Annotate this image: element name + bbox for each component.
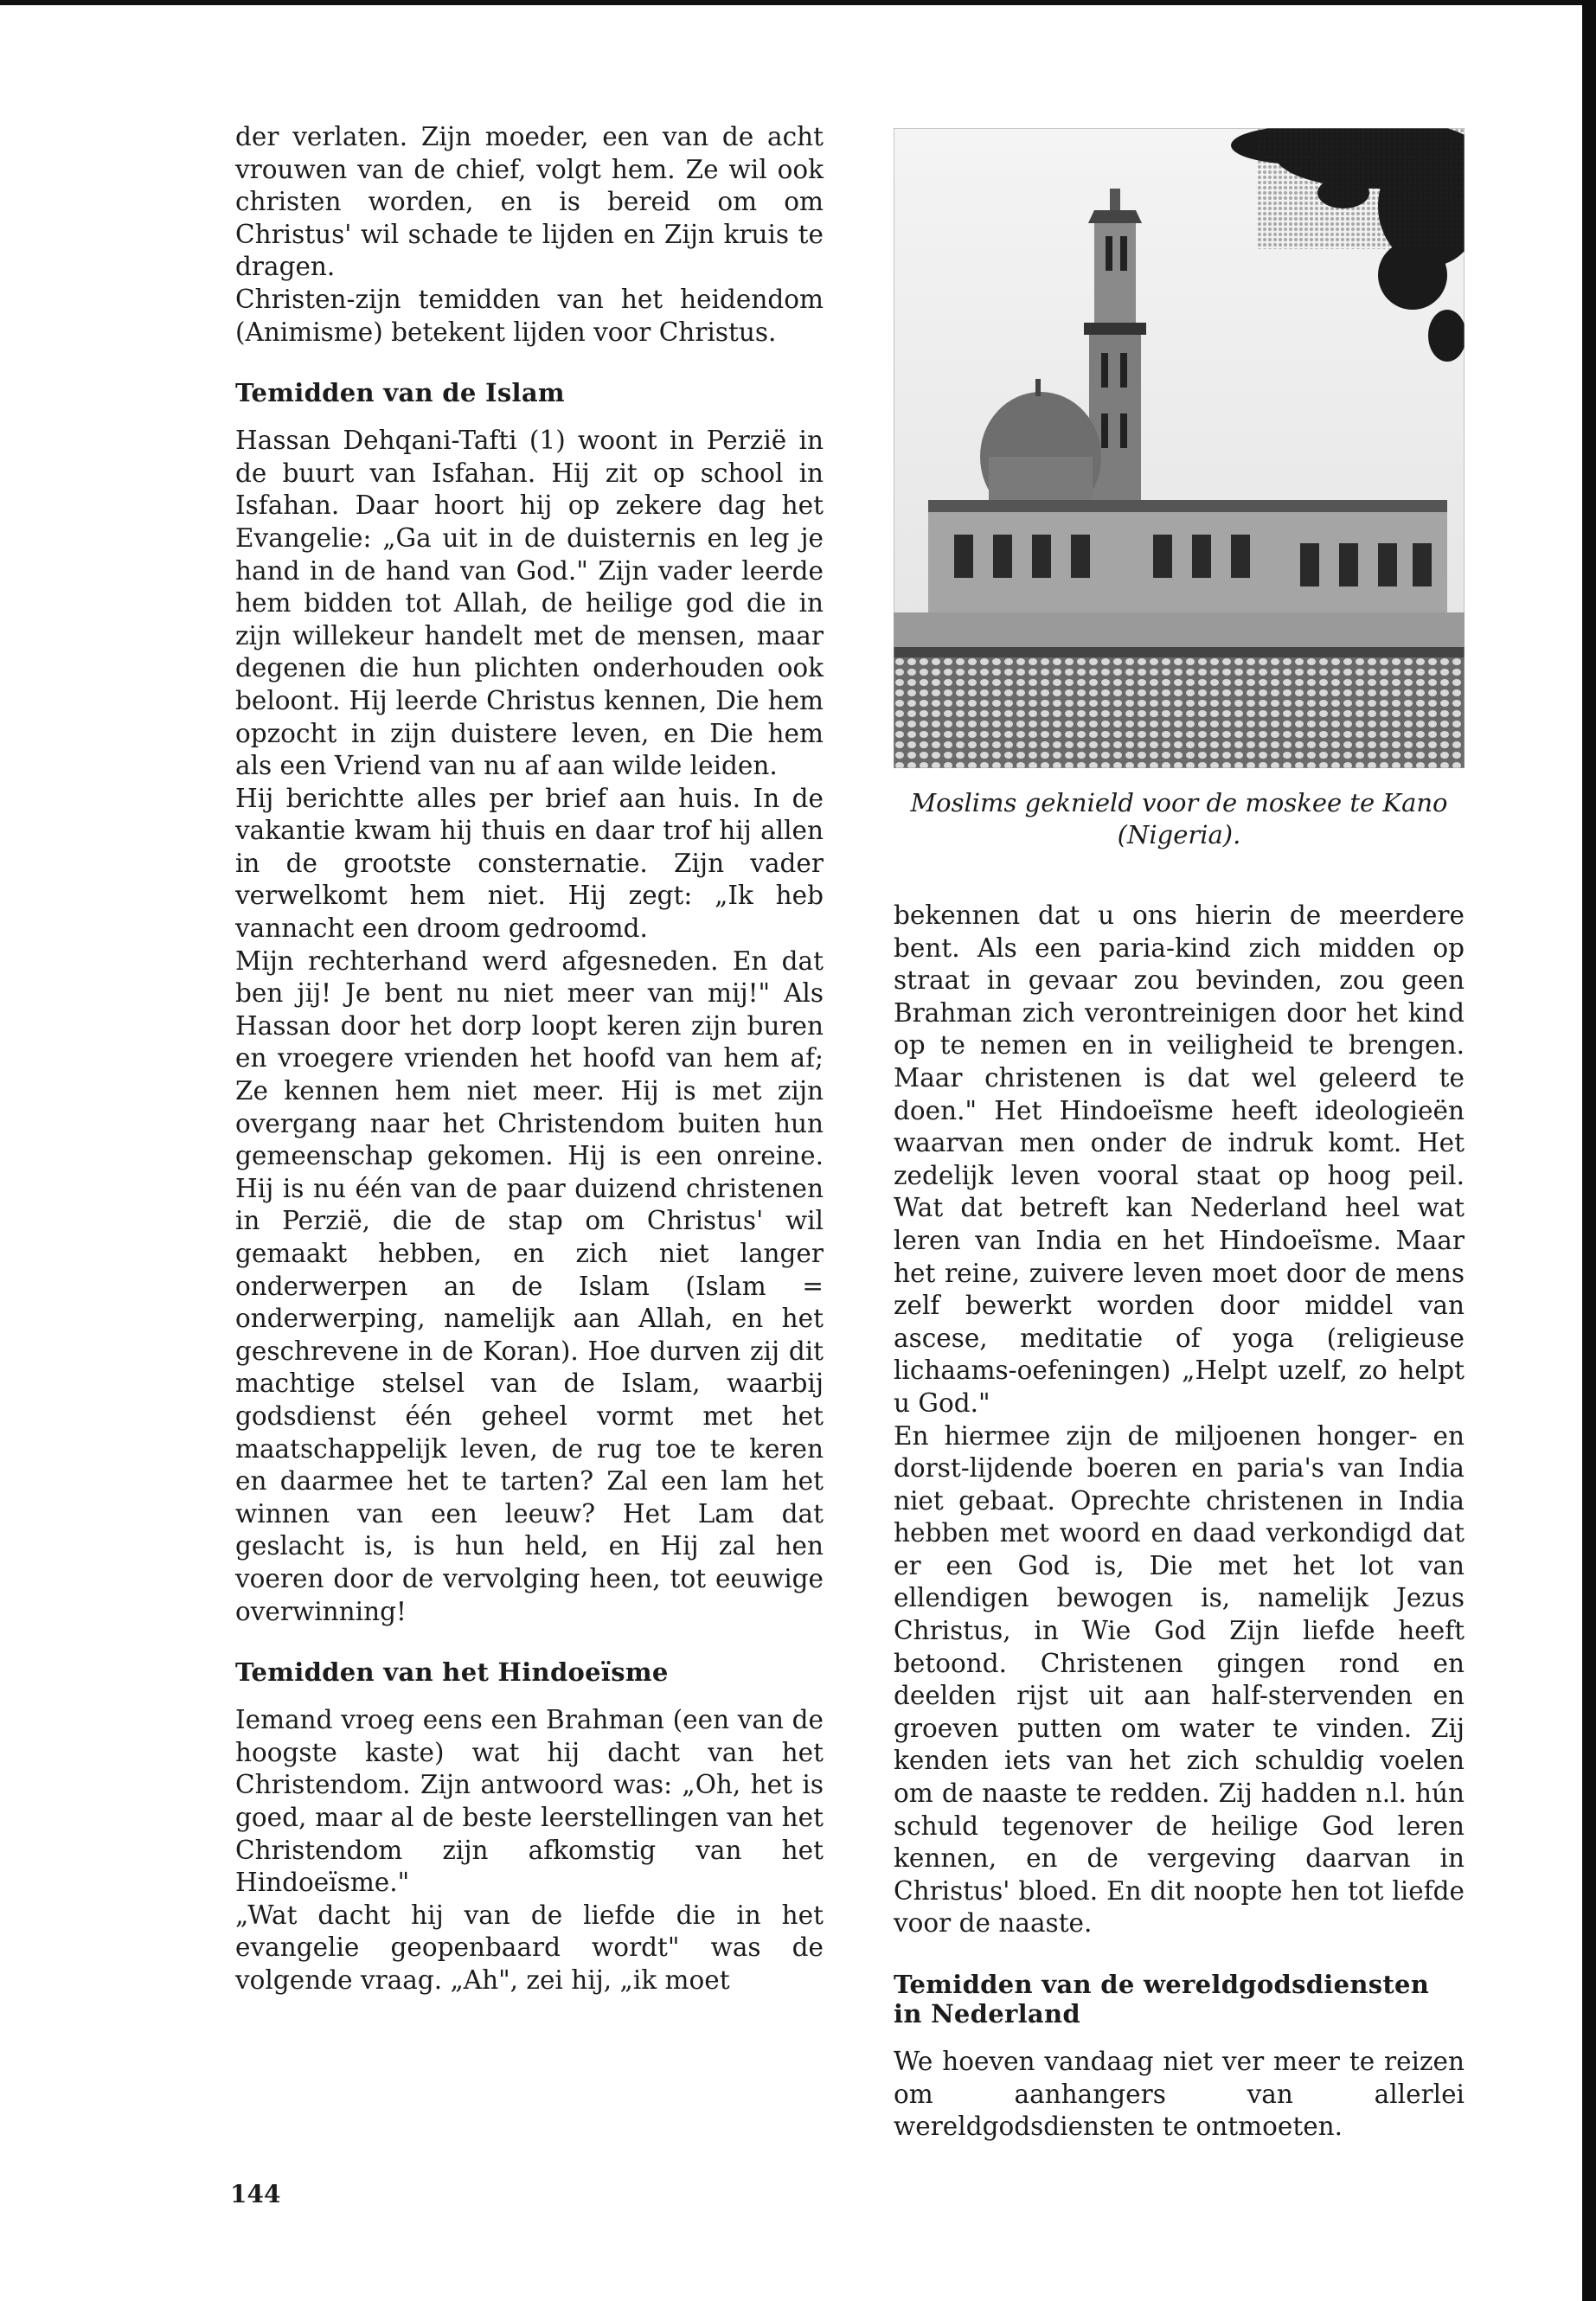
paragraph-nl-1: We hoeven vandaag niet ver meer te reizen om aanhangers van allerlei wereldgodsdiensten te ontmoeten. <box>894 2047 1465 2142</box>
paragraph-hindu-2: „Wat dacht hij van de liefde die in het evangelie geopenbaard wordt" was de volgende vraag. „Ah", zei hij, „ik moet <box>235 1900 824 1995</box>
paragraph-islam-3: Mijn rechterhand werd afgesneden. En dat ben jij! Je bent nu niet meer van mij!" Als Hassan door het dorp loopt keren zijn buren en vroegere vrienden het hoofd van hem af; Ze kennen hem niet meer. Hij is met zijn overgang naar het Christendom buiten hun gemeenschap gekomen. Hij is een onreine. Hij is nu één van de paar duizend christenen in Perzië, die de stap om Christus' wil gemaakt hebben, en zich niet langer onderwerpen an de Islam (Islam = onderwerping, namelijk aan Allah, en het geschrevene in de Koran). Hoe durven zij dit machtige stelsel van de Islam, waarbij godsdienst één geheel vormt met het maatschappelijk leven, de rug toe te keren en daarmee het te tarten? Zal een lam het winnen van een leeuw? Het Lam dat geslacht is, is hun held, en Hij zal hen voeren door de vervolging heen, tot eeuwige overwinning! <box>235 945 824 1626</box>
figure-caption: Moslims geknield voor de moskee te Kano (Nigeria). <box>910 788 1448 849</box>
heading-hinduism: Temidden van het Hindoeïsme <box>235 1657 669 1688</box>
page-number: 144 <box>230 2180 281 2208</box>
mosque-photo <box>894 128 1465 768</box>
heading-islam: Temidden van de Islam <box>235 378 565 408</box>
top-border <box>0 0 1596 5</box>
heading-world-religions-nl: Temidden van de wereldgodsdiensten in Nederland <box>894 1970 1430 2029</box>
right-column <box>894 900 1465 2144</box>
paragraph-islam-1: Hassan Dehqani-Tafti (1) woont in Perzië in de buurt van Isfahan. Hij zit op school in Isfahan. Daar hoort hij op zekere dag het Evangelie: „Ga uit in de duisternis en leg je hand in de hand van God." Zijn vader leerde hem bidden tot Allah, de heilige god die in zijn willekeur handelt met de mensen, maar degenen die hun plichten onderhouden ook beloont. Hij leerde Christus kennen, Die hem opzocht in zijn duistere leven, en Die hem als een Vriend van nu af aan wilde leiden. <box>235 426 824 781</box>
right-border <box>1582 0 1596 2301</box>
paragraph-hindu-3: bekennen dat u ons hierin de meerdere bent. Als een paria-kind zich midden op straat in gevaar zou bevinden, zou geen Brahman zich verontreinigen door het kind op te nemen en in veiligheid te brengen. Maar christenen is dat wel geleerd te doen." Het Hindoeïsme heeft ideologieën waarvan men onder de indruk komt. Het zedelijk leven vooral staat op hoog peil. Wat dat betreft kan Nederland heel wat leren van India en het Hindoeïsme. Maar het reine, zuivere leven moet door de mens zelf bewerkt worden door middel van ascese, meditatie of yoga (religieuse lichaams-oefeningen) „Helpt uzelf, zo helpt u God." <box>894 901 1465 1418</box>
paragraph-intro: der verlaten. Zijn moeder, een van de acht vrouwen van de chief, volgt hem. Ze wil ook christen worden, en is bereid om om Christus' wil schade te lijden en Zijn kruis te dragen. <box>235 122 824 282</box>
left-column <box>235 121 824 1997</box>
paragraph-islam-2: Hij berichtte alles per brief aan huis. In de vakantie kwam hij thuis en daar trof hij allen in de grootste consternatie. Zijn vader verwelkomt hem niet. Hij zegt: „Ik heb vannacht een droom gedroomd. <box>235 783 824 944</box>
paragraph-intro-2: Christen-zijn temidden van het heidendom (Animisme) betekent lijden voor Christus. <box>235 284 824 347</box>
mosque-photo-icon <box>894 128 1465 768</box>
paragraph-hindu-1: Iemand vroeg eens een Brahman (een van de hoogste kaste) wat hij dacht van het Christendom. Zijn antwoord was: „Oh, het is goed, maar al de beste leerstellingen van het Christendom zijn afkomstig van het Hindoeïsme." <box>235 1705 824 1898</box>
paragraph-hindu-4: En hiermee zijn de miljoenen honger- en dorst-lijdende boeren en paria's van India niet gebaat. Oprechte christenen in India hebben met woord en daad verkondigd dat er een God is, Die met het lot van ellendigen bewogen is, namelijk Jezus Christus, in Wie God Zijn liefde heeft betoond. Christenen gingen rond en deelden rijst uit aan half-stervenden en groeven putten om water te vinden. Zij kenden iets van het zich schuldig voelen om de naaste te redden. Zij hadden n.l. hún schuld tegenover de heilige God leren kennen, en de vergeving daarvan in Christus' bloed. En dit noopte hen tot liefde voor de naaste. <box>894 1420 1465 1939</box>
